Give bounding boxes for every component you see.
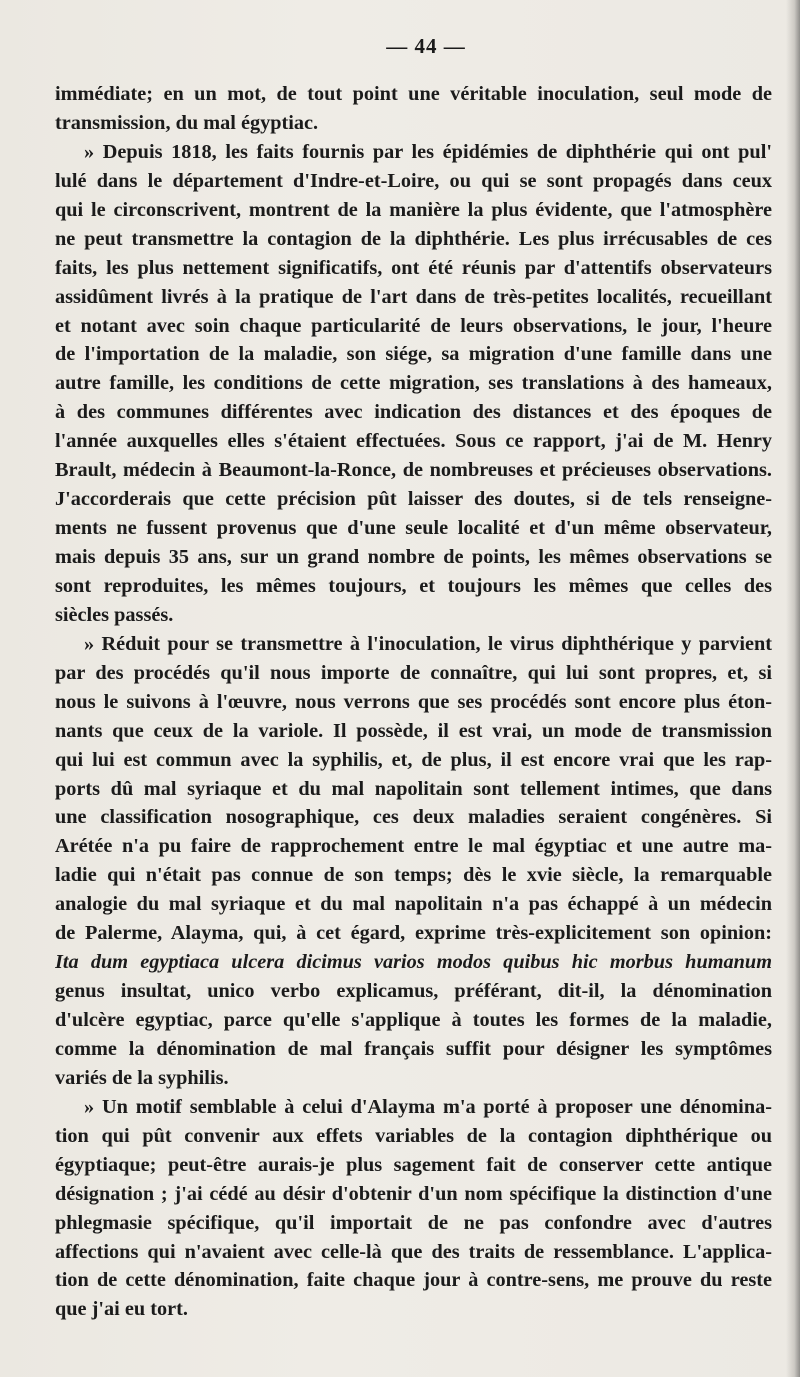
page-edge-shadow: [786, 0, 800, 1377]
text-line: variés de la syphilis.: [55, 1066, 229, 1089]
text-line: que j'ai eu tort.: [55, 1298, 188, 1321]
text-line: J'accorderais que cette précision pût laisser des doutes, si de tels renseigne-: [55, 488, 772, 511]
text-line: assidûment livrés à la pratique de l'art dans de très-petites localités, recueillant: [55, 285, 772, 308]
text-line: et notant avec soin chaque particularité de leurs observations, le jour, l'heure: [55, 314, 772, 337]
text-line: Arétée n'a pu faire de rapprochement entre le mal égyptiac et une autre ma-: [55, 835, 772, 858]
text-line: de l'importation de la maladie, son siége, sa migration d'une famille dans une: [55, 343, 772, 366]
text-line: » Depuis 1818, les faits fournis par les épidémies de diphthérie qui ont pul': [84, 140, 772, 163]
text-line: une classification nosographique, ces deux maladies seraient congénères. Si: [55, 806, 772, 829]
text-line: ladie qui n'était pas connue de son temps; dès le xvie siècle, la remarquable: [55, 864, 772, 887]
text-line: ports dû mal syriaque et du mal napolitain sont tellement intimes, que dans: [55, 777, 772, 800]
text-line: Brault, médecin à Beaumont-la-Ronce, de nombreuses et précieuses observations.: [55, 459, 772, 482]
text-line: autre famille, les conditions de cette migration, ses translations à des hameaux,: [55, 372, 772, 395]
text-line: nous le suivons à l'œuvre, nous verrons que ses procédés sont encore plus éton-: [55, 690, 772, 713]
text-line: phlegmasie spécifique, qu'il importait de ne pas confondre avec d'autres: [55, 1211, 772, 1234]
text-line: » Un motif semblable à celui d'Alayma m'a porté à proposer une dénomina-: [84, 1095, 772, 1118]
text-line: de Palerme, Alayma, qui, à cet égard, exprime très-explicitement son opinion:: [55, 922, 772, 945]
text-line: analogie du mal syriaque et du mal napolitain n'a pas échappé à un médecin: [55, 893, 772, 916]
text-line: égyptiaque; peut-être aurais-je plus sagement fait de conserver cette antique: [55, 1153, 772, 1176]
text-line: à des communes différentes avec indication des distances et des époques de: [55, 401, 772, 424]
text-line: l'année auxquelles elles s'étaient effectuées. Sous ce rapport, j'ai de M. Henry: [55, 430, 772, 453]
text-line: transmission, du mal égyptiac.: [55, 111, 319, 134]
latin-quote: Ita dum egyptiaca ulcera dicimus varios modos quibus hic morbus humanum: [55, 951, 772, 974]
text-line: lulé dans le département d'Indre-et-Loire, ou qui se sont propagés dans ceux: [55, 169, 772, 192]
text-line: désignation ; j'ai cédé au désir d'obtenir d'un nom spécifique la distinction d'une: [55, 1182, 772, 1205]
text-line: qui le circonscrivent, montrent de la manière la plus évidente, que l'atmosphère: [55, 198, 772, 221]
text-line: comme la dénomination de mal français suffit pour désigner les symptômes: [55, 1037, 772, 1060]
text-line: tion qui pût convenir aux effets variables de la contagion diphthérique ou: [55, 1124, 772, 1147]
text-line: immédiate; en un mot, de tout point une véritable inoculation, seul mode de: [55, 83, 772, 105]
text-line: genus insultat, unico verbo explicamus, préférant, dit-il, la dénomination: [55, 980, 772, 1003]
text-line: ments ne fussent provenus que d'une seule localité et d'un même observateur,: [55, 517, 772, 540]
latin-quote-line: [55, 948, 772, 977]
text-line: qui lui est commun avec la syphilis, et, de plus, il est encore vrai que les rap-: [55, 748, 772, 771]
text-line: » Réduit pour se transmettre à l'inoculation, le virus diphthérique y parvient: [84, 632, 772, 655]
text-line: mais depuis 35 ans, sur un grand nombre de points, les mêmes observations se: [55, 546, 772, 568]
text-line: affections qui n'avaient avec celle-là que des traits de ressemblance. L'applica-: [55, 1240, 772, 1263]
text-line: faits, les plus nettement significatifs, ont été réunis par d'attentifs observateurs: [55, 256, 772, 279]
text-line: tion de cette dénomination, faite chaque jour à contre-sens, me prouve du reste: [55, 1269, 772, 1292]
text-line: ne peut transmettre la contagion de la diphthérie. Les plus irrécusables de ces: [55, 227, 772, 250]
text-line: siècles passés.: [55, 603, 174, 626]
text-line: sont reproduites, les mêmes toujours, et toujours les mêmes que celles des: [55, 574, 772, 597]
page-number: — 44 —: [386, 34, 466, 58]
text-line: nants que ceux de la variole. Il possède, il est vrai, un mode de transmission: [55, 719, 772, 742]
body-text: [55, 80, 772, 1324]
text-line: par des procédés qu'il nous importe de connaître, qui lui sont propres, et, si: [55, 661, 772, 684]
text-line: d'ulcère egyptiac, parce qu'elle s'applique à toutes les formes de la maladie,: [55, 1009, 772, 1031]
